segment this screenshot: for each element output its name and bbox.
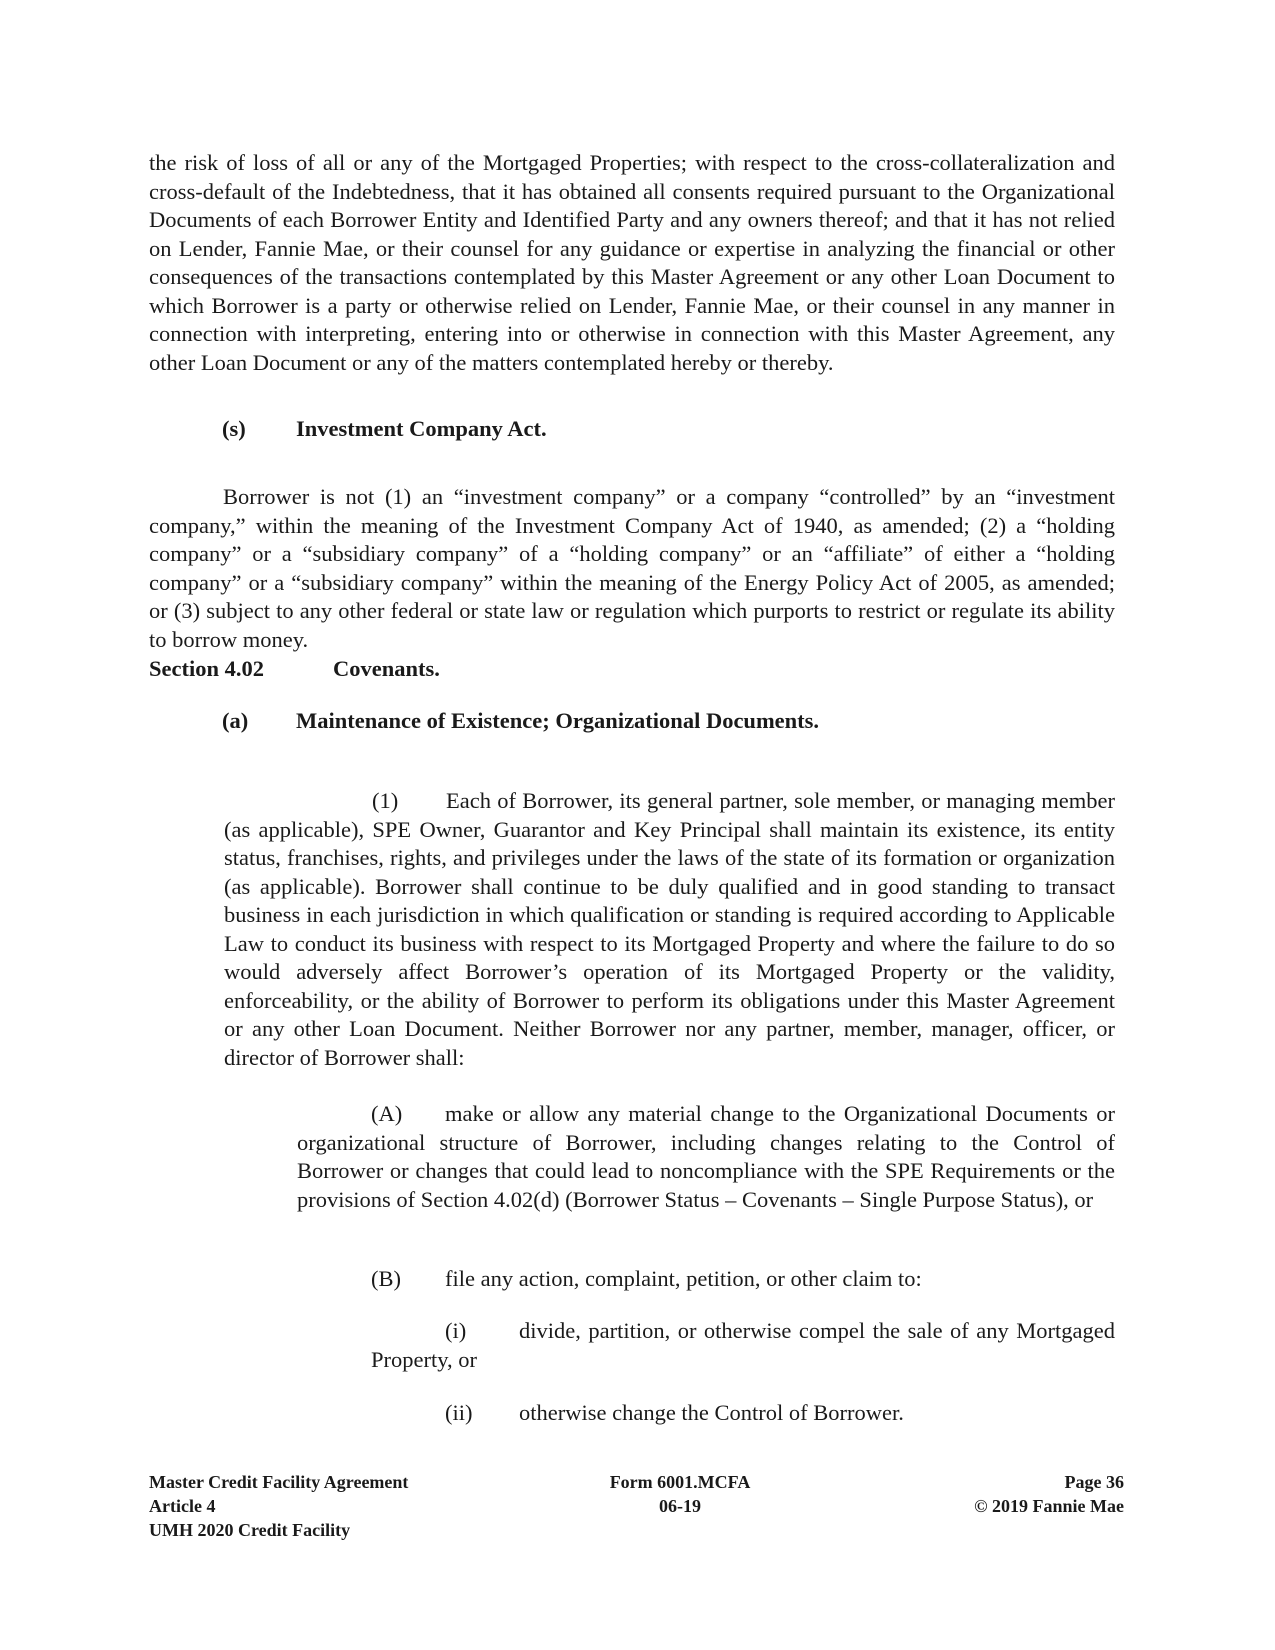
footer-page-number: Page 36 — [1064, 1472, 1124, 1492]
paragraph-i — [371, 1317, 1115, 1374]
section-label: Section 4.02 — [149, 656, 264, 681]
footer-form-date: 06-19 — [659, 1496, 701, 1516]
paragraph-A — [297, 1100, 1115, 1214]
subsection-a-label: (a) — [222, 708, 249, 733]
section-title: Covenants. — [333, 656, 440, 681]
paragraph-i-label: (i) — [445, 1318, 467, 1343]
paragraph-ii-text: otherwise change the Control of Borrower. — [519, 1400, 904, 1425]
paragraph-A-text: make or allow any material change to the Organizational Documents or organizational structure of Borrower, including changes relating to the Control of Borrower or changes that could lead to noncompliance with the SPE Requirements or the provisions of Section 4.02(d) (Borrower Status – Covenants – Single Purpose Status), or — [297, 1101, 1115, 1212]
footer-left — [149, 1470, 408, 1542]
paragraph-1-label: (1) — [372, 788, 399, 813]
footer-form-number: Form 6001.MCFA — [609, 1472, 751, 1492]
paragraph-ii-label: (ii) — [445, 1400, 473, 1425]
footer-copyright: © 2019 Fannie Mae — [974, 1496, 1124, 1516]
paragraph-i-text: divide, partition, or otherwise compel the sale of any Mortgaged Property, or — [371, 1318, 1115, 1372]
footer-article: Article 4 — [149, 1496, 216, 1516]
footer-facility-name: UMH 2020 Credit Facility — [149, 1520, 351, 1540]
paragraph-1 — [224, 787, 1115, 1072]
subsection-a-heading — [222, 707, 819, 736]
paragraph-B-text: file any action, complaint, petition, or other claim to: — [445, 1266, 922, 1291]
paragraph-A-label: (A) — [371, 1101, 403, 1126]
footer-center — [560, 1470, 800, 1518]
subsection-a-title: Maintenance of Existence; Organizational Documents. — [296, 708, 820, 733]
subsection-s-heading — [222, 415, 547, 444]
paragraph-1-text: Each of Borrower, its general partner, sole member, or managing member (as applicable), SPE Owner, Guarantor and Key Principal shall maintain its existence, its entity status, franchises, rights, and privileges under the laws of the state of its formation or organization (as applicable). Borrower shall continue to be duly qualified and in good standing to transact business in each jurisdiction in which qualification or standing is required according to Applicable Law to conduct its business with respect to its Mortgaged Property and where the failure to do so would adversely affect Borrower’s operation of its Mortgaged Property or the validity, enforceability, or the ability of Borrower to perform its obligations under this Master Agreement or any other Loan Document. Neither Borrower nor any partner, member, manager, officer, or director of Borrower shall: — [224, 788, 1115, 1070]
subsection-s-label: (s) — [222, 416, 246, 441]
paragraph-B — [371, 1265, 922, 1294]
section-heading — [149, 655, 440, 684]
footer-right — [880, 1470, 1124, 1518]
paragraph-ii — [445, 1399, 904, 1428]
subsection-s-paragraph: Borrower is not (1) an “investment company” or a company “controlled” by an “investment company,” within the meaning of the Investment Company Act of 1940, as amended; (2) a “holding company” or a “subsidiary company” of a “holding company” or an “affiliate” of either a “holding company” or a “subsidiary company” within the meaning of the Energy Policy Act of 2005, as amended; or (3) subject to any other federal or state law or regulation which purports to restrict or regulate its ability to borrow money. — [149, 484, 1115, 652]
footer-agreement-title: Master Credit Facility Agreement — [149, 1472, 409, 1492]
continuation-paragraph: the risk of loss of all or any of the Mortgaged Properties; with respect to the cross-collateralization and cross-default of the Indebtedness, that it has obtained all consents required pursuant to the Organizational Documents of each Borrower Entity and Identified Party and any owners thereof; and that it has not relied on Lender, Fannie Mae, or their counsel for any guidance or expertise in analyzing the financial or other consequences of the transactions contemplated by this Master Agreement or any other Loan Document to which Borrower is a party or otherwise relied on Lender, Fannie Mae, or their counsel in any manner in connection with interpreting, entering into or otherwise in connection with this Master Agreement, any other Loan Document or any of the matters contemplated hereby or thereby. — [149, 150, 1115, 375]
paragraph-B-label: (B) — [371, 1266, 401, 1291]
subsection-s-title: Investment Company Act. — [296, 416, 547, 441]
